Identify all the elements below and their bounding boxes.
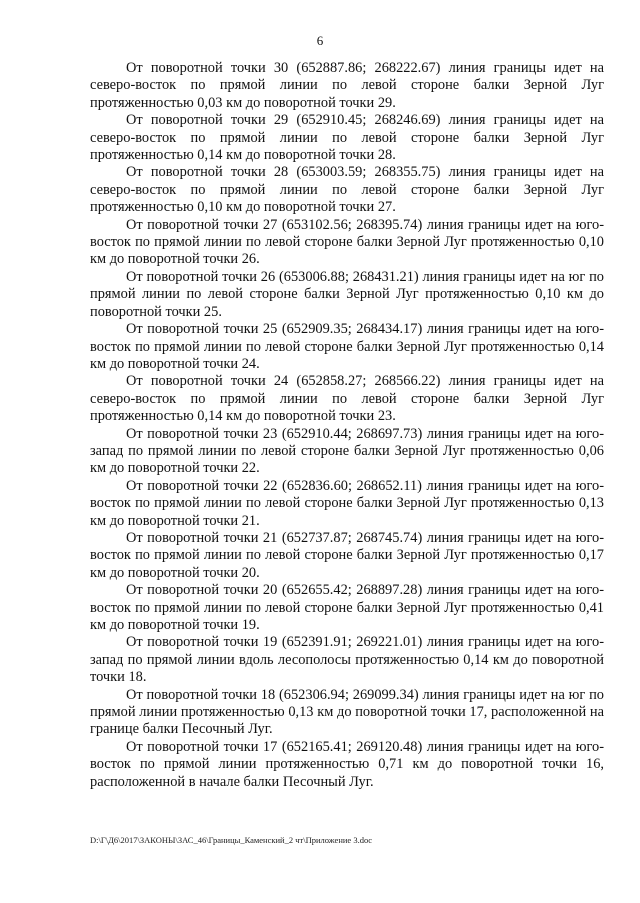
paragraph-point-22: От поворотной точки 22 (652836.60; 268652.11) линия границы идет на юго-восток по прямой линии по левой стороне балки Зерной Луг протяженностью 0,13 км до поворотной точки 21. — [90, 477, 604, 529]
page-number: 6 — [316, 33, 324, 48]
footer-file-path: D:\Г\Д6\2017\ЗАКОНЫ\ЗАС_46\Границы_Каменский_2 чт\Приложение 3.doc — [90, 835, 372, 845]
paragraph-point-29: От поворотной точки 29 (652910.45; 268246.69) линия границы идет на северо-восток по прямой линии по левой стороне балки Зерной Луг протяженностью 0,14 км до поворотной точки 28. — [90, 112, 604, 164]
body-text — [90, 60, 604, 791]
paragraph-point-28: От поворотной точки 28 (653003.59; 268355.75) линия границы идет на северо-восток по прямой линии по левой стороне балки Зерной Луг протяженностью 0,10 км до поворотной точки 27. — [90, 164, 604, 216]
paragraph-point-26: От поворотной точки 26 (653006.88; 268431.21) линия границы идет на юг по прямой линии по левой стороне балки Зерной Луг протяженностью 0,10 км до поворотной точки 25. — [90, 268, 604, 320]
paragraph-point-20: От поворотной точки 20 (652655.42; 268897.28) линия границы идет на юго-восток по прямой линии по левой стороне балки Зерной Луг протяженностью 0,41 км до поворотной точки 19. — [90, 582, 604, 633]
paragraph-point-17: От поворотной точки 17 (652165.41; 269120.48) линия границы идет на юго-восток по прямой линии протяженностью 0,71 км до поворотной точки 16, расположенной в начале балки Песочный Луг. — [90, 738, 604, 790]
paragraph-point-30: От поворотной точки 30 (652887.86; 268222.67) линия границы идет на северо-восток по прямой линии по левой стороне балки Зерной Луг протяженностью 0,03 км до поворотной точки 29. — [90, 60, 604, 111]
paragraph-point-27: От поворотной точки 27 (653102.56; 268395.74) линия границы идет на юго-восток по прямой линии по левой стороне балки Зерной Луг протяженностью 0,10 км до поворотной точки 26. — [90, 216, 604, 268]
paragraph-point-23: От поворотной точки 23 (652910.44; 268697.73) линия границы идет на юго-запад по прямой линии по левой стороне балки Зерной Луг протяженностью 0,06 км до поворотной точки 22. — [90, 425, 604, 477]
paragraph-point-21: От поворотной точки 21 (652737.87; 268745.74) линия границы идет на юго-восток по прямой линии по левой стороне балки Зерной Луг протяженностью 0,17 км до поворотной точки 20. — [90, 529, 604, 581]
paragraph-point-25: От поворотной точки 25 (652909.35; 268434.17) линия границы идет на юго-восток по прямой линии по левой стороне балки Зерной Луг протяженностью 0,14 км до поворотной точки 24. — [90, 321, 604, 372]
paragraph-point-19: От поворотной точки 19 (652391.91; 269221.01) линия границы идет на юго-запад по прямой линии вдоль лесополосы протяженностью 0,14 км до поворотной точки 18. — [90, 634, 604, 686]
paragraph-point-18: От поворотной точки 18 (652306.94; 269099.34) линия границы идет на юг по прямой линии протяженностью 0,13 км до поворотной точки 17, расположенной на границе балки Песочный Луг. — [90, 686, 604, 738]
paragraph-point-24: От поворотной точки 24 (652858.27; 268566.22) линия границы идет на северо-восток по прямой линии по левой стороне балки Зерной Луг протяженностью 0,14 км до поворотной точки 23. — [90, 373, 604, 425]
